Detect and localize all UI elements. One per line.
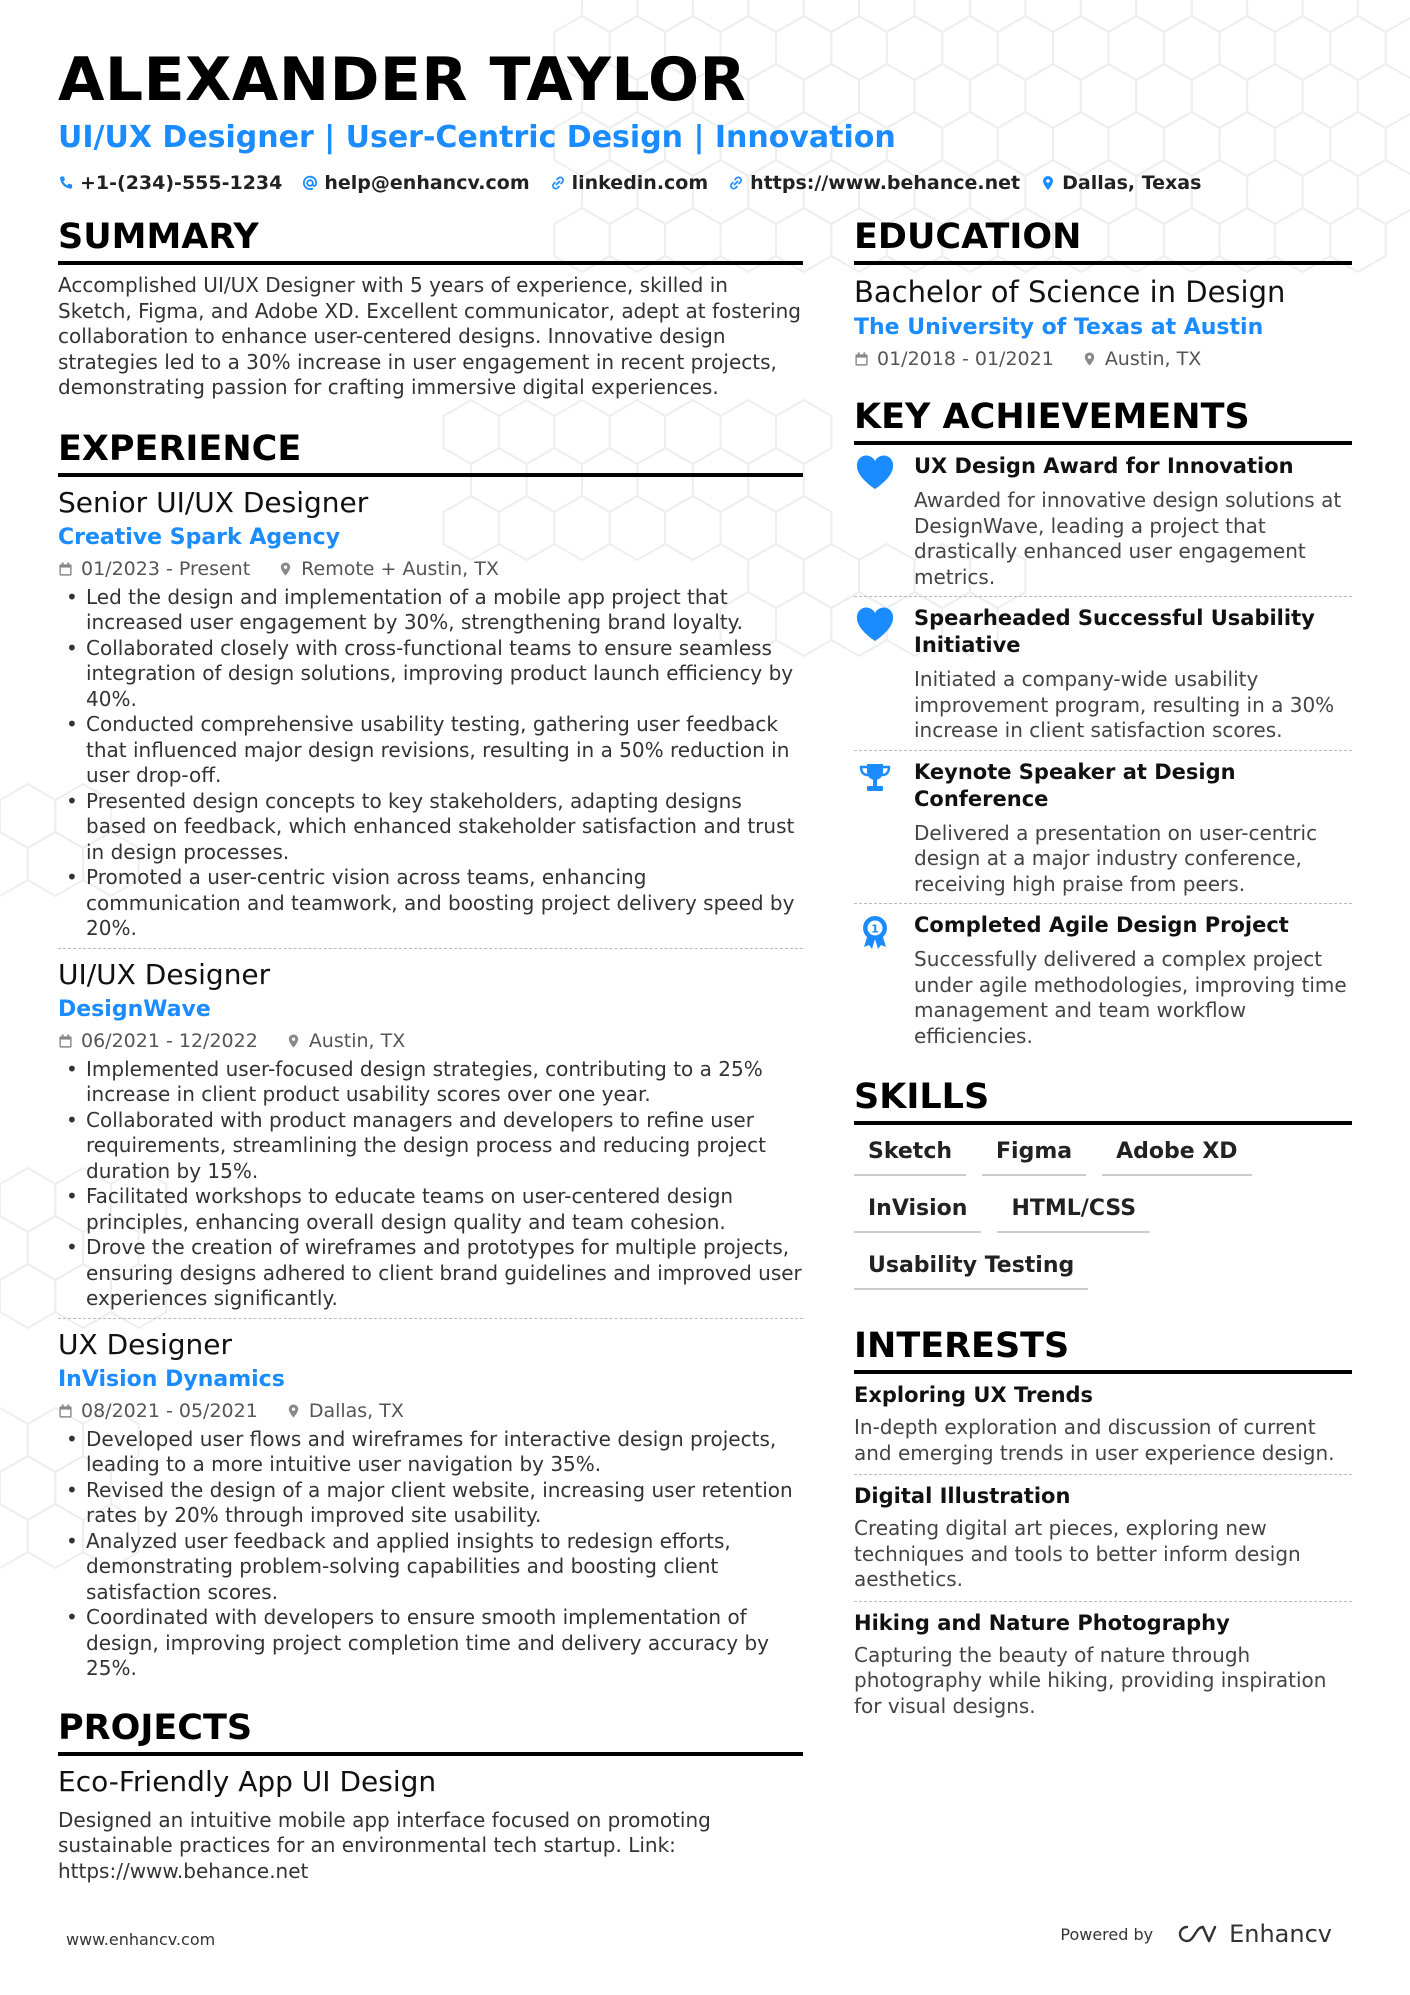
job-dates: 08/2021 - 05/2021 (81, 1399, 258, 1422)
job-meta (58, 1027, 803, 1055)
company-name: DesignWave (58, 996, 211, 1022)
job-bullet: • Led the design and implementation of a mobile app project that increased user engagement by 30%, strengthening brand loyalty. (58, 585, 803, 636)
job-title: Senior UI/UX Designer (58, 485, 369, 519)
job-title: UI/UX Designer (58, 957, 271, 991)
education-section (854, 215, 1352, 373)
email-text: help@enhancv.com (324, 172, 530, 194)
enhancv-brand-name: Enhancv (1229, 1920, 1332, 1948)
achievement-title: UX Design Award for Innovation (914, 454, 1294, 478)
contact-location (1040, 172, 1201, 194)
job-entry (58, 485, 803, 948)
achievement-item (854, 596, 1352, 750)
skill-tag: HTML/CSS (997, 1190, 1150, 1233)
powered-by-label: Powered by (1060, 1924, 1154, 1944)
achievement-description: Delivered a presentation on user-centric design at a major industry conference, receiving high praise from peers. (914, 820, 1318, 896)
heart-icon (854, 605, 896, 744)
achievement-item (854, 750, 1352, 904)
left-column (58, 215, 803, 1884)
right-column (854, 215, 1352, 1727)
job-entry (58, 1318, 803, 1688)
calendar-icon (58, 561, 73, 577)
achievement-item (854, 903, 1352, 1055)
job-bullets (58, 1057, 803, 1312)
job-bullets (58, 1427, 803, 1682)
trophy-icon (854, 759, 896, 898)
resume-header (58, 44, 1358, 194)
calendar-icon (854, 351, 869, 367)
job-location: Austin, TX (308, 1029, 406, 1052)
job-bullets (58, 585, 803, 942)
interest-description: Capturing the beauty of nature through photography while hiking, providing inspiration for visual designs. (854, 1642, 1327, 1718)
section-heading-interests: INTERESTS (854, 1324, 1352, 1374)
section-heading-education: EDUCATION (854, 215, 1352, 265)
contact-bar (58, 172, 1358, 194)
award-ribbon-icon (854, 912, 896, 1049)
contact-email[interactable] (302, 172, 529, 194)
calendar-icon (58, 1033, 73, 1049)
section-heading-summary: SUMMARY (58, 215, 803, 265)
achievement-title: Keynote Speaker at Design Conference (914, 759, 1236, 811)
section-heading-skills: SKILLS (854, 1075, 1352, 1125)
link-icon (550, 175, 566, 191)
interest-title: Digital Illustration (854, 1484, 1071, 1508)
job-bullet: • Drove the creation of wireframes and prototypes for multiple projects, ensuring designs adhered to client brand guidelines and improved user experiences significantly. (58, 1235, 803, 1312)
heart-icon (854, 453, 896, 590)
skill-list (854, 1133, 1352, 1290)
job-bullet: • Presented design concepts to key stakeholders, adapting designs based on feedback, which enhanced stakeholder satisfaction and trust in design processes. (58, 789, 803, 866)
phone-text: +1-(234)-555-1234 (80, 172, 283, 194)
skill-tag: Sketch (854, 1133, 966, 1176)
interest-title: Exploring UX Trends (854, 1383, 1094, 1407)
section-heading-projects: PROJECTS (58, 1706, 803, 1756)
education-degree: Bachelor of Science in Design (854, 275, 1286, 309)
education-school: The University of Texas at Austin (854, 315, 1264, 340)
footer-branding (1060, 1920, 1332, 1948)
job-bullet: • Developed user flows and wireframes for interactive design projects, leading to a more intuitive user navigation by 35%. (58, 1427, 803, 1478)
education-location: Austin, TX (1104, 348, 1202, 370)
job-entry (58, 948, 803, 1318)
candidate-name: ALEXANDER TAYLOR (58, 45, 747, 115)
experience-section (58, 427, 803, 1688)
job-location: Remote + Austin, TX (301, 557, 499, 580)
contact-phone[interactable] (58, 172, 282, 194)
skill-tag: Figma (982, 1133, 1086, 1176)
job-meta (58, 1397, 803, 1425)
location-text: Dallas, Texas (1062, 172, 1202, 194)
map-pin-icon (278, 561, 293, 577)
job-bullet: • Implemented user-focused design strategies, contributing to a 25% increase in client product usability scores over one year. (58, 1057, 803, 1108)
skills-section (854, 1075, 1352, 1290)
calendar-icon (58, 1403, 73, 1419)
svg-text:1: 1 (871, 922, 879, 936)
phone-icon (58, 175, 74, 191)
achievement-title: Completed Agile Design Project (914, 913, 1289, 937)
job-bullet: • Collaborated closely with cross-functional teams to ensure seamless integration of design solutions, improving product launch efficiency by 40%. (58, 636, 803, 713)
enhancv-logo-icon (1173, 1922, 1219, 1946)
interest-item (854, 1474, 1352, 1601)
interest-list (854, 1374, 1352, 1727)
job-title: UX Designer (58, 1327, 232, 1361)
interest-description: In-depth exploration and discussion of current and emerging trends in user experience design. (854, 1415, 1335, 1465)
company-name: InVision Dynamics (58, 1366, 285, 1392)
education-dates: 01/2018 - 01/2021 (877, 348, 1054, 370)
project-description: Designed an intuitive mobile app interface focused on promoting sustainable practices for an environmental tech startup. Link: https://www.behance.net (58, 1807, 711, 1883)
candidate-title: UI/UX Designer | User-Centric Design | Innovation (58, 120, 896, 155)
contact-website[interactable] (728, 172, 1020, 194)
job-bullet: • Conducted comprehensive usability testing, gathering user feedback that influenced major design revisions, resulting in a 50% reduction in user drop-off. (58, 712, 803, 789)
job-location: Dallas, TX (308, 1399, 404, 1422)
job-list (58, 485, 803, 1688)
job-bullet: • Facilitated workshops to educate teams on user-centered design principles, enhancing overall design quality and team cohesion. (58, 1184, 803, 1235)
summary-text: Accomplished UI/UX Designer with 5 years of experience, skilled in Sketch, Figma, and Adobe XD. Excellent communicator, adept at fostering collaboration to enhance user-centered designs. Innovative design strategies led to a 30% increase in user engagement in recent projects, demonstrating passion for crafting immersive digital experiences. (58, 273, 801, 399)
job-dates: 06/2021 - 12/2022 (81, 1029, 258, 1052)
summary-section (58, 215, 803, 401)
education-meta (854, 345, 1352, 373)
company-name: Creative Spark Agency (58, 524, 341, 550)
skill-tag: InVision (854, 1190, 981, 1233)
job-bullet: • Collaborated with product managers and developers to refine user requirements, streamlining the design process and reducing project duration by 15%. (58, 1108, 803, 1185)
interest-item (854, 1374, 1352, 1474)
achievement-description: Successfully delivered a complex project under agile methodologies, improving time management and team workflow efficiencies. (914, 947, 1347, 1048)
projects-section (58, 1706, 803, 1885)
skill-tag: Usability Testing (854, 1247, 1088, 1290)
achievement-title: Spearheaded Successful Usability Initiative (914, 606, 1315, 657)
footer-website[interactable]: www.enhancv.com (66, 1930, 216, 1949)
website-text: https://www.behance.net (750, 172, 1021, 194)
interest-item (854, 1601, 1352, 1728)
achievement-description: Initiated a company-wide usability improvement program, resulting in a 30% increase in client satisfaction scores. (914, 667, 1335, 742)
job-bullet: • Coordinated with developers to ensure smooth implementation of design, improving project completion time and delivery accuracy by 25%. (58, 1605, 803, 1682)
at-sign-icon (302, 175, 318, 191)
link-icon (728, 175, 744, 191)
achievement-list (854, 445, 1352, 1055)
map-pin-icon (1082, 351, 1097, 367)
job-bullet: • Revised the design of a major client website, increasing user retention rates by 20% through improved site usability. (58, 1478, 803, 1529)
map-pin-icon (286, 1403, 301, 1419)
interest-title: Hiking and Nature Photography (854, 1610, 1230, 1635)
job-dates: 01/2023 - Present (81, 557, 251, 580)
interests-section (854, 1324, 1352, 1727)
achievement-description: Awarded for innovative design solutions at DesignWave, leading a project that drastically enhanced user engagement metrics. (914, 488, 1342, 589)
job-meta (58, 555, 803, 583)
achievement-item (854, 445, 1352, 596)
contact-linkedin[interactable] (550, 172, 709, 194)
enhancv-logo[interactable] (1173, 1920, 1332, 1948)
map-pin-icon (286, 1033, 301, 1049)
linkedin-text: linkedin.com (571, 172, 709, 194)
project-title: Eco-Friendly App UI Design (58, 1764, 437, 1798)
section-heading-experience: EXPERIENCE (58, 427, 803, 477)
section-heading-achievements: KEY ACHIEVEMENTS (854, 395, 1352, 445)
skill-tag: Adobe XD (1102, 1133, 1251, 1176)
achievements-section (854, 395, 1352, 1055)
map-pin-icon (1040, 175, 1056, 191)
interest-description: Creating digital art pieces, exploring new techniques and tools to better inform design aesthetics. (854, 1516, 1301, 1591)
job-bullet: • Promoted a user-centric vision across teams, enhancing communication and teamwork, and boosting project delivery speed by 20%. (58, 865, 803, 942)
job-bullet: • Analyzed user feedback and applied insights to redesign efforts, demonstrating problem-solving capabilities and boosting client satisfaction scores. (58, 1529, 803, 1606)
